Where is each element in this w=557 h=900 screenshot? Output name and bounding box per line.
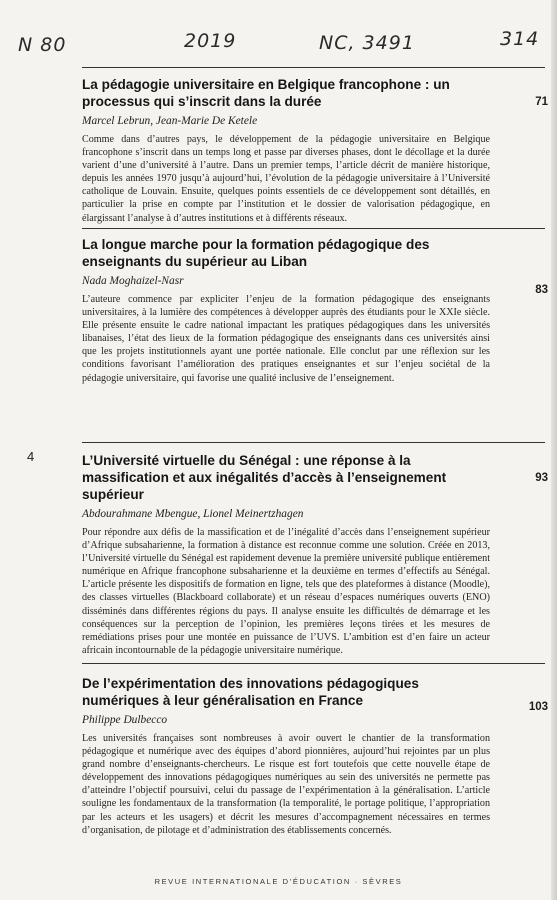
article-page-number: 93 [535,472,548,484]
article-page-number: 71 [535,96,548,108]
article-entry [82,675,548,837]
article-title: L’Université virtuelle du Sénégal : une réponse à la massification et aux inégalités d’accès à l’enseignement supérieur [82,453,447,502]
page-edge [551,0,557,900]
article-authors: Nada Moghaizel-Nasr [82,275,184,287]
article-abstract: Les universités françaises sont nombreuses à avoir ouvert le chantier de la transformation pédagogique et numérique avec des équipes d’abord pionnières, aujourd’hui rejointes par un plus grand nombre d’enseignants-chercheurs. Le risque est fort toutefois que cette nouvelle étape de développement des innovations pédagogiques numériques au sein des universités ne permette pas d’atteindre l’objectif poursuivi, celui du passage de l’expérimentation à la généralisation. L’article souligne les fondamentaux de la transformation (la temporalité, le portage politique, l’appropriation par les acteurs et les usagers) et décrit les mesures d’accompagnement nécessaires en termes d’organisation, de pilotage et d’administration des établissements concernés. [82,733,490,836]
article-page-number: 83 [535,284,548,296]
margin-number: 4 [27,449,35,464]
handwritten-reference: NC, 3491 [319,32,415,54]
section-rule [82,228,545,229]
section-rule [82,442,545,443]
article-entry [82,76,548,225]
handwritten-annotation-left: N 80 [18,34,67,56]
article-entry [82,236,548,385]
section-rule [82,67,545,68]
article-title: La longue marche pour la formation pédagogique des enseignants du supérieur au Liban [82,237,430,269]
handwritten-page-number: 314 [500,28,540,50]
journal-footer: REVUE INTERNATIONALE D’ÉDUCATION · SÈVRES [154,877,403,886]
article-title: La pédagogie universitaire en Belgique francophone : un processus qui s’inscrit dans la durée [82,77,450,109]
handwritten-year: 2019 [184,30,237,52]
article-authors: Marcel Lebrun, Jean-Marie De Ketele [82,115,258,127]
article-abstract: Comme dans d’autres pays, le développement de la pédagogie universitaire en Belgique francophone s’inscrit dans un temps long et passe par diverses phases, dont le décollage et la durée varient d’une d’université à l’autre. Dans un premier temps, l’article décrit de manière historique, depuis les années 1970 jusqu’à aujourd’hui, l’évolution de la pédagogie universitaire à l’Université catholique de Louvain. Ensuite, quelques points essentiels de ce développement sont détaillés, en particulier la prise en compte par l’institution et le dossier de valorisation pédagogique, en élargissant l’analyse à d’autres institutions et à différents réseaux. [82,134,490,224]
article-abstract: L’auteure commence par expliciter l’enjeu de la formation pédagogique des enseignants universitaires, à la lumière des compétences à développer auprès des étudiants pour le XXIe siècle. Elle présente ensuite le cadre national impactant les pratiques pédagogiques dans les universités libanaises, l’état des lieux de la formation pédagogique des enseignants dans ces universités ainsi que les projets institutionnels ayant une portée nationale. Elle conclut par une réflexion sur les conditions favorisant l’amélioration des pratiques enseignantes et sur l’enjeu sociétal de la pédagogie universitaire, qui favorise une qualité inclusive de l’enseignement. [82,294,490,384]
section-rule [82,663,545,664]
article-authors: Philippe Dulbecco [82,714,168,726]
article-title: De l’expérimentation des innovations pédagogiques numériques à leur généralisation en France [82,676,419,708]
article-entry [82,452,548,657]
article-authors: Abdourahmane Mbengue, Lionel Meinertzhagen [82,508,304,520]
article-page-number: 103 [528,701,548,713]
article-abstract: Pour répondre aux défis de la massification et de l’inégalité d’accès dans l’enseignement supérieur d’Afrique subsaharienne, la formation à distance est reconnue comme une solution. Créée en 2013, l’Université virtuelle du Sénégal est rapidement devenue la première université publique entièrement numérique en Afrique francophone subsaharienne et la deuxième en termes d’effectifs au Sénégal. L’article présente les dispositifs de formation en ligne, tels que des plateformes à distance (Moodle), des classes virtuelles (Blackboard collaborate) et un réseau d’espaces numériques ouverts (ENO) disséminés dans différentes régions du pays. Il analyse ensuite les difficultés de démarrage et les conséquences sur la perception de l’opinion, les premières leçons tirées et les mesures de remédiations prises pour une montée en puissance de l’UVS. L’ambition est d’en faire un acteur africain incontournable de la pédagogie universitaire numérique. [82,527,490,656]
